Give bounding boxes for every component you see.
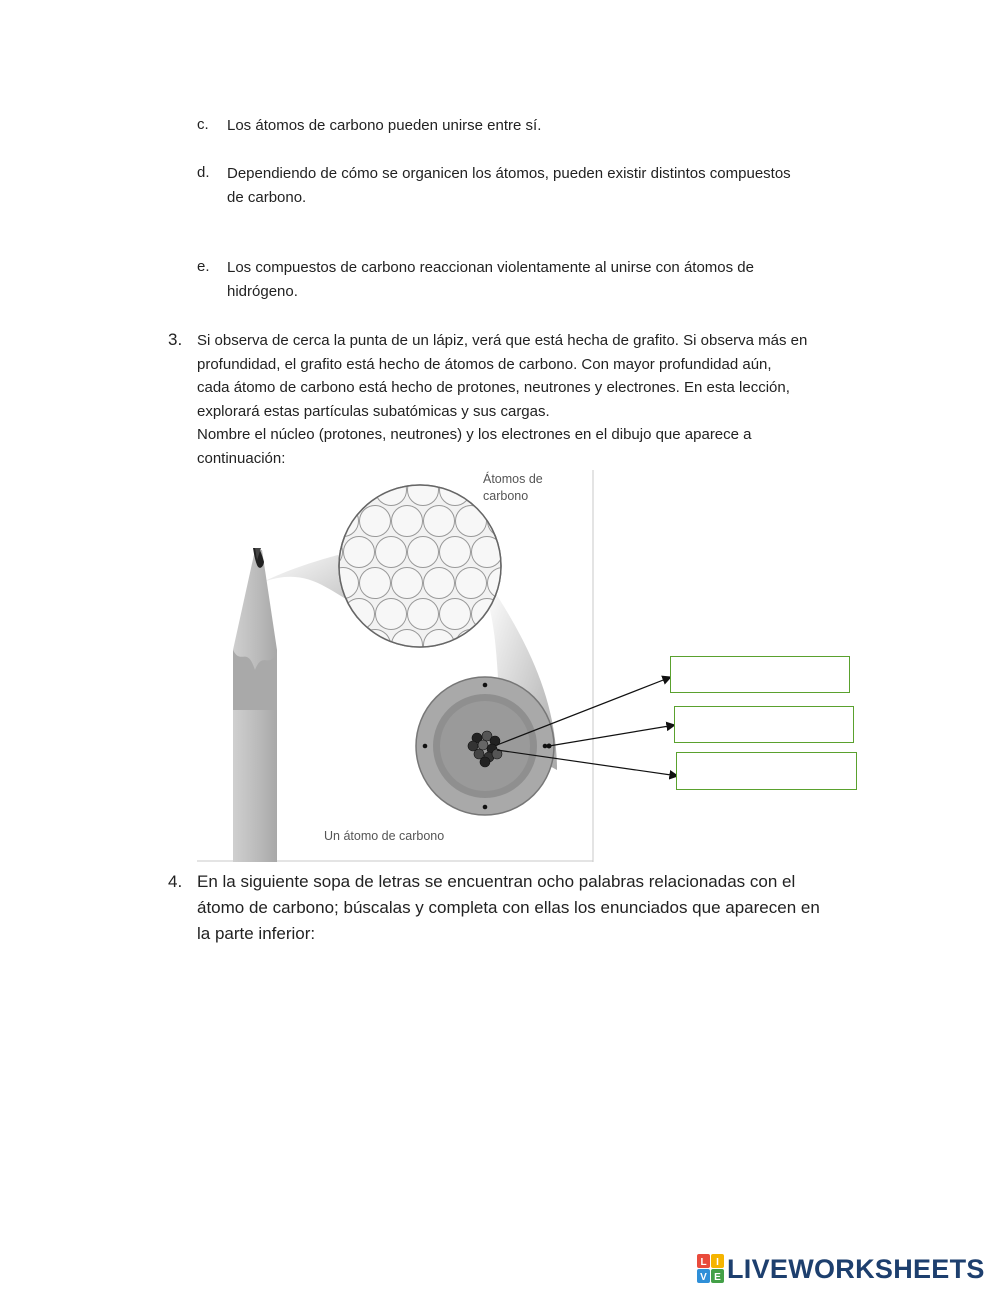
label-one-atom: Un átomo de carbono [324,829,445,843]
answer-box-1[interactable] [670,656,850,693]
arrow-origin-dot [547,744,552,749]
arrow-to-box-3 [497,750,678,776]
logo-badge-letter-e: E [714,1272,721,1283]
item-c-letter: c. [197,116,209,133]
logo-badge-letter-l: L [700,1257,707,1268]
q3-line-1: Si observa de cerca la punta de un lápiz, verá que está hecha de grafito. Si observa más en [197,332,808,349]
logo-text: LIVEWORKSHEETS [727,1253,985,1284]
logo-badge-letter-v: V [700,1272,707,1283]
label-atoms-line1: Átomos de [483,472,543,486]
q3-line-4: explorará estas partículas subatómicas y sus cargas. [197,402,550,420]
item-e-letter: e. [197,258,210,275]
q3-line-5: Nombre el núcleo (protones, neutrones) y los electrones en el dibujo que aparece a [197,426,752,443]
item-d-letter: d. [197,164,210,181]
item-d-line-1: Dependiendo de cómo se organicen los átomos, pueden existir distintos compuestos [227,165,791,182]
question-4-text [197,869,820,947]
answer-box-2[interactable] [674,706,854,743]
arrow-to-box-1 [497,677,671,745]
arrow-to-box-2 [549,725,675,746]
item-c-line-1: Los átomos de carbono pueden unirse entre sí. [227,117,542,134]
q3-line-3: cada átomo de carbono está hecho de protones, neutrones y electrones. En esta lección, [197,379,790,396]
q4-line-1: En la siguiente sopa de letras se encuentran ocho palabras relacionadas con el [197,872,796,891]
liveworksheets-logo [697,1254,985,1284]
item-e-line-2: hidrógeno. [227,283,298,300]
logo-badge-icon [697,1254,725,1284]
answer-box-3[interactable] [676,752,857,790]
logo-badge-letter-i: I [716,1257,719,1268]
item-e-line-1: Los compuestos de carbono reaccionan violentamente al unirse con átomos de [227,259,754,276]
q4-line-2: átomo de carbono; búscalas y completa con ellas los enunciados que aparecen en [197,898,820,917]
question-4-number: 4. [168,872,183,891]
q4-line-3: la parte inferior: [197,924,316,943]
item-d-line-2: de carbono. [227,189,307,206]
q3-line-2: profundidad, el grafito está hecho de átomos de carbono. Con mayor profundidad aún, [197,355,772,373]
q3-line-6: continuación: [197,449,286,467]
label-atoms-line2: carbono [483,489,529,503]
question-3-number: 3. [168,330,183,349]
